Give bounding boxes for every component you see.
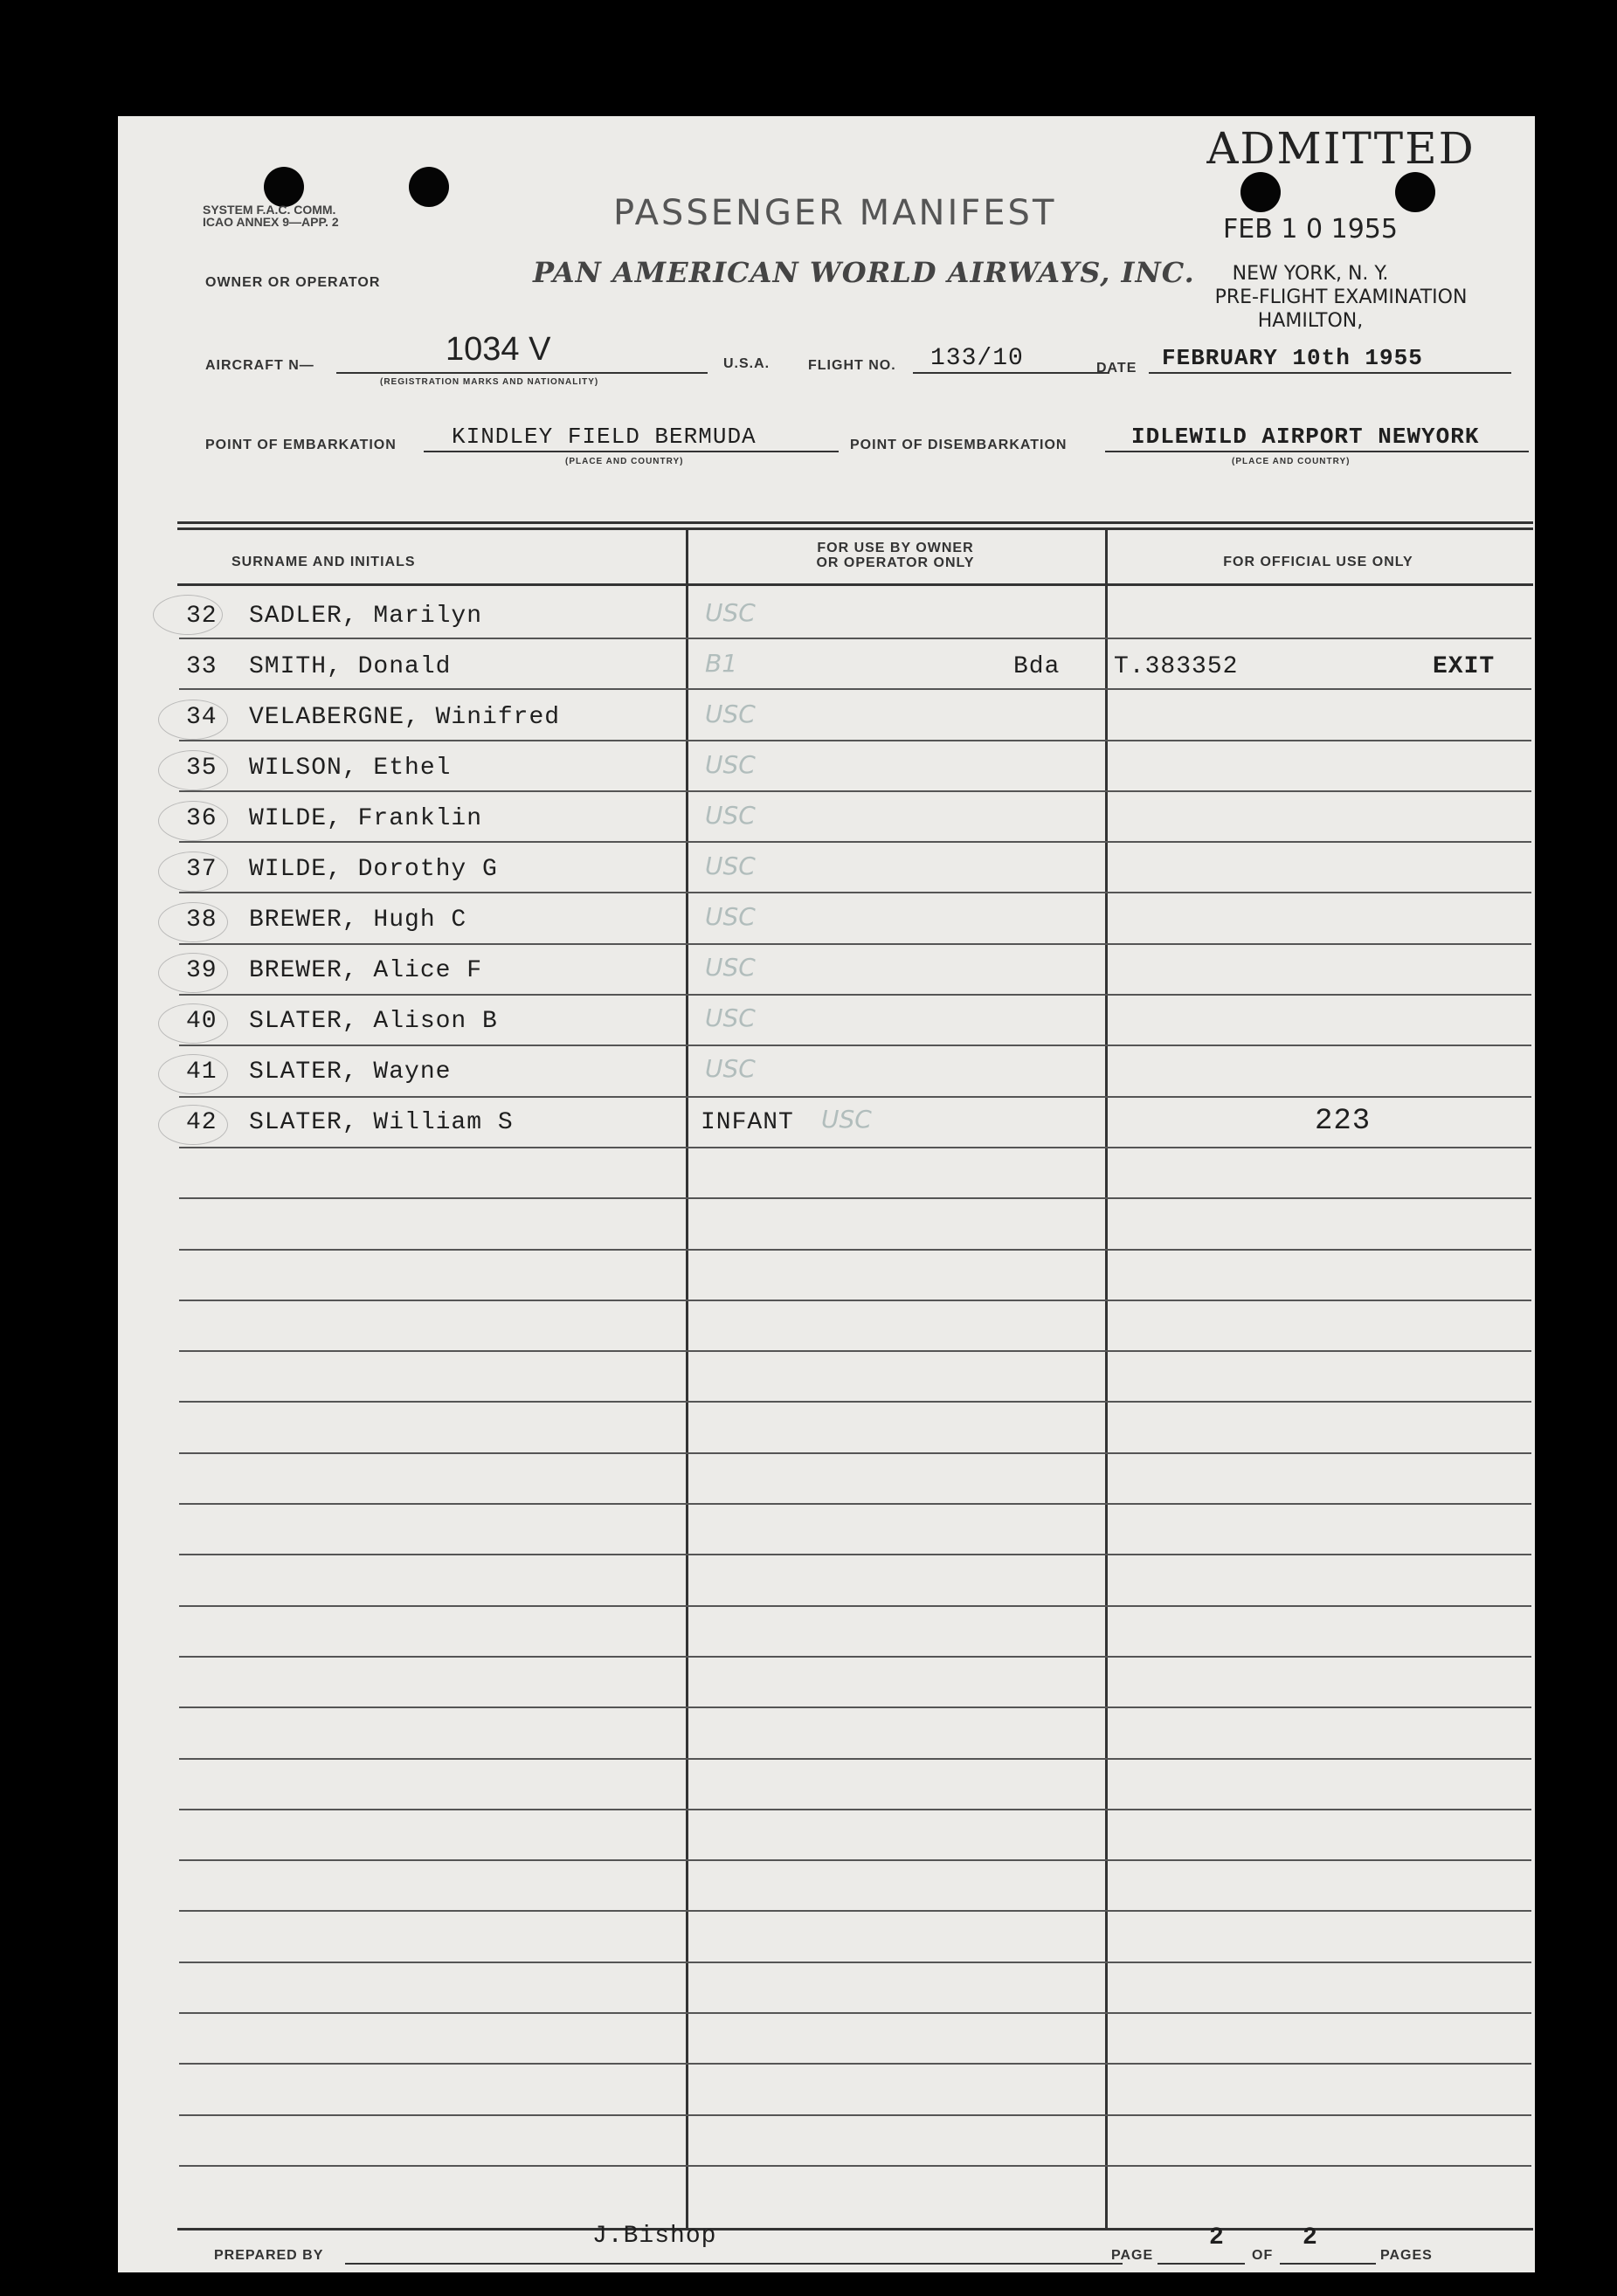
row-official-right: EXIT [1433, 653, 1496, 680]
row-name: SLATER, Wayne [249, 1058, 452, 1086]
row-rule [179, 1045, 1531, 1046]
stamp-line1: NEW YORK, N. Y. [1232, 263, 1389, 285]
page-value: 2 [1209, 2224, 1225, 2251]
row-number: 41 [186, 1058, 218, 1086]
row-number: 36 [186, 805, 218, 832]
row-rule [179, 1706, 1531, 1708]
owner-value: PAN AMERICAN WORLD AIRWAYS, INC. [533, 256, 1195, 289]
table-row [118, 1094, 1535, 1145]
row-rule [179, 638, 1531, 639]
col-header-owner-line2: OR OPERATOR ONLY [816, 555, 975, 570]
row-rule [179, 1656, 1531, 1658]
row-rule [179, 688, 1531, 690]
table-row [118, 588, 1535, 638]
table-top-rule-2 [177, 527, 1533, 530]
of-value: 2 [1303, 2224, 1318, 2251]
prepared-underline [345, 2263, 1123, 2265]
disembark-sub: (PLACE AND COUNTRY) [1232, 457, 1351, 466]
owner-label: OWNER OR OPERATOR [205, 275, 381, 290]
col-header-owner [686, 541, 1105, 570]
row-rule [179, 1401, 1531, 1403]
row-owner-right: Bda [1013, 653, 1061, 680]
row-number: 39 [186, 957, 218, 984]
country-label: U.S.A. [723, 356, 770, 371]
table-row [118, 689, 1535, 740]
aircraft-sub: (REGISTRATION MARKS AND NATIONALITY) [380, 377, 599, 387]
of-underline [1280, 2263, 1376, 2265]
row-rule [179, 2114, 1531, 2116]
row-rule [179, 1249, 1531, 1251]
stamp-line2: PRE-FLIGHT EXAMINATION [1214, 286, 1468, 308]
row-handwritten-note: USC [705, 1003, 756, 1032]
aircraft-label: AIRCRAFT N— [205, 358, 314, 373]
flight-underline [913, 372, 1109, 374]
embark-sub: (PLACE AND COUNTRY) [565, 457, 684, 466]
row-number: 38 [186, 907, 218, 934]
row-handwritten-note: B1 [705, 649, 738, 678]
page-underline [1157, 2263, 1245, 2265]
row-rule [179, 892, 1531, 893]
row-name: SMITH, Donald [249, 653, 452, 680]
pages-label: PAGES [1380, 2248, 1433, 2263]
row-rule [179, 2012, 1531, 2014]
row-rule [179, 1809, 1531, 1810]
stamp-line3: HAMILTON, [1257, 310, 1364, 332]
row-handwritten-note: USC [821, 1105, 872, 1134]
form-ref-line1: SYSTEM F.A.C. COMM. [203, 203, 336, 217]
flight-label: FLIGHT NO. [808, 358, 896, 373]
row-official: 223 [1315, 1105, 1372, 1138]
of-label: OF [1252, 2248, 1274, 2263]
row-rule [179, 994, 1531, 996]
admitted-stamp [1149, 116, 1533, 343]
row-number: 40 [186, 1008, 218, 1035]
row-name: WILSON, Ethel [249, 755, 452, 782]
row-handwritten-note: USC [705, 852, 756, 880]
row-rule [179, 740, 1531, 741]
table-bottom-rule [177, 2228, 1533, 2230]
form-reference [203, 203, 339, 228]
row-name: SADLER, Marilyn [249, 603, 483, 630]
header-bottom-rule [177, 583, 1533, 586]
col-header-official: FOR OFFICIAL USE ONLY [1223, 555, 1413, 569]
aircraft-value: 1034 V [446, 331, 551, 368]
row-name: WILDE, Dorothy G [249, 856, 498, 883]
row-rule [179, 1859, 1531, 1861]
row-rule [179, 1758, 1531, 1760]
row-handwritten-note: USC [705, 598, 756, 627]
row-rule [179, 1147, 1531, 1148]
row-rule [179, 1350, 1531, 1352]
prepared-label: PREPARED BY [214, 2248, 324, 2263]
row-number: 35 [186, 755, 218, 782]
embark-value: KINDLEY FIELD BERMUDA [452, 424, 757, 450]
row-name: VELABERGNE, Winifred [249, 704, 561, 731]
row-name: SLATER, Alison B [249, 1008, 498, 1035]
row-rule [179, 2063, 1531, 2065]
punch-hole-left-2 [409, 167, 449, 207]
row-handwritten-note: USC [705, 801, 756, 830]
row-rule [179, 2165, 1531, 2167]
table-row [118, 638, 1535, 689]
disembark-value: IDLEWILD AIRPORT NEWYORK [1131, 424, 1480, 450]
row-rule [179, 1503, 1531, 1505]
row-rule [179, 1605, 1531, 1607]
row-name: BREWER, Alice F [249, 957, 483, 984]
row-rule [179, 1910, 1531, 1912]
flight-value: 133/10 [930, 345, 1024, 372]
row-rule [179, 1096, 1531, 1098]
row-handwritten-note: USC [705, 902, 756, 931]
embark-underline [424, 451, 839, 452]
row-rule [179, 1452, 1531, 1454]
row-number: 42 [186, 1109, 218, 1136]
page-label: PAGE [1111, 2248, 1154, 2263]
row-number: 33 [186, 653, 218, 680]
stamp-admitted: ADMITTED [1206, 123, 1475, 174]
row-number: 37 [186, 856, 218, 883]
row-owner: INFANT [701, 1109, 794, 1136]
row-handwritten-note: USC [705, 1054, 756, 1083]
row-handwritten-note: USC [705, 750, 756, 779]
date-value: FEBRUARY 10th 1955 [1162, 345, 1423, 371]
form-ref-line2: ICAO ANNEX 9—APP. 2 [203, 215, 339, 229]
table-row [118, 790, 1535, 841]
table-top-rule-1 [177, 521, 1533, 524]
row-name: WILDE, Franklin [249, 805, 483, 832]
row-number: 34 [186, 704, 218, 731]
manifest-paper [118, 116, 1535, 2272]
row-name: SLATER, William S [249, 1109, 514, 1136]
row-name: BREWER, Hugh C [249, 907, 467, 934]
row-rule [179, 841, 1531, 843]
table-row [118, 942, 1535, 993]
row-handwritten-note: USC [705, 700, 756, 728]
aircraft-underline [336, 372, 708, 374]
table-row [118, 740, 1535, 790]
row-rule [179, 943, 1531, 945]
row-rule [179, 1554, 1531, 1555]
col-header-surname: SURNAME AND INITIALS [231, 555, 416, 569]
row-handwritten-note: USC [705, 953, 756, 982]
row-number: 32 [186, 603, 218, 630]
row-official: T.383352 [1114, 653, 1239, 680]
table-row [118, 993, 1535, 1044]
row-rule [179, 790, 1531, 792]
row-rule [179, 1300, 1531, 1301]
date-label: DATE [1096, 361, 1137, 376]
prepared-value: J.Bishop [592, 2223, 717, 2250]
row-rule [179, 1197, 1531, 1199]
disembark-underline [1105, 451, 1529, 452]
date-underline [1149, 372, 1511, 374]
table-row [118, 841, 1535, 892]
table-row [118, 892, 1535, 942]
table-row [118, 1044, 1535, 1094]
disembark-label: POINT OF DISEMBARKATION [850, 438, 1068, 452]
row-rule [179, 1962, 1531, 1963]
page-title: PASSENGER MANIFEST [613, 193, 1057, 233]
embark-label: POINT OF EMBARKATION [205, 438, 397, 452]
col-header-owner-line1: FOR USE BY OWNER [817, 541, 974, 555]
punch-hole-left-1 [264, 167, 304, 207]
stamp-date: FEB 1 0 1955 [1223, 214, 1398, 245]
